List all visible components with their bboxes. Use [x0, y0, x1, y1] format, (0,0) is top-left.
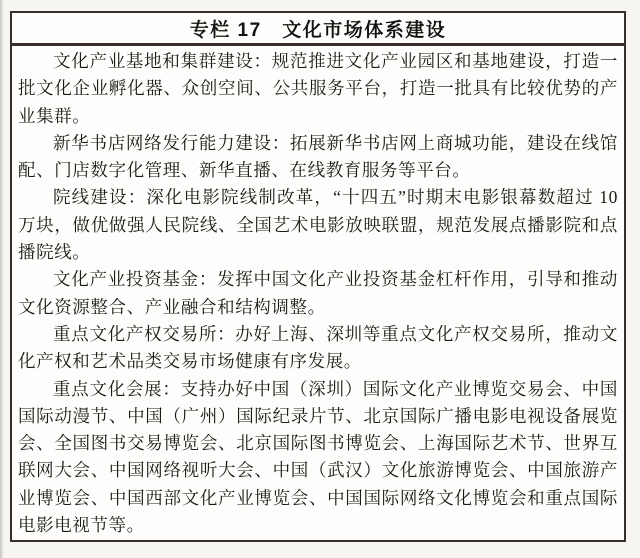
column-box-title: 专栏 17 文化市场体系建设: [12, 13, 624, 46]
scan-edge-artifact: [0, 0, 3, 558]
paragraph-xinhua-bookstore-network: 新华书店网络发行能力建设：拓展新华书店网上商城功能，建设在线馆配、门店数字化管理、新华直播、在线教育服务等平台。: [18, 132, 618, 181]
paragraph-cultural-property-exchanges: 重点文化产权交易所：办好上海、深圳等重点文化产权交易所，推动文化产权和艺术品类交易市场健康有序发展。: [18, 323, 618, 372]
paragraph-industry-bases-clusters: 文化产业基地和集群建设：规范推进文化产业园区和基地建设，打造一批文化企业孵化器、众创空间、公共服务平台，打造一批具有比较优势的产业集群。: [18, 51, 618, 126]
paragraph-cinema-chain-construction: 院线建设：深化电影院线制改革，“十四五”时期末电影银幕数超过 10 万块，做优做强人民院线、全国艺术电影放映联盟，规范发展点播影院和点播院线。: [18, 187, 618, 263]
paragraph-cultural-industry-investment-fund: 文化产业投资基金：发挥中国文化产业投资基金杠杆作用，引导和推动文化资源整合、产业融合和结构调整。: [18, 269, 618, 317]
column-box: [10, 11, 626, 542]
paragraph-key-cultural-exhibitions: 重点文化会展：支持办好中国（深圳）国际文化产业博览交易会、中国国际动漫节、中国（广州）国际纪录片节、北京国际广播电影电视设备展览会、全国图书交易博览会、北京国际图书博览会、上海国际艺术节、世界互联网大会、中国网络视听大会、中国（武汉）文化旅游博览会、中国旅游产业博览会、中国西部文化产业博览会、中国国际网络文化博览会和重点国际电影电视节等。: [18, 378, 618, 536]
column-box-body: [12, 46, 624, 539]
